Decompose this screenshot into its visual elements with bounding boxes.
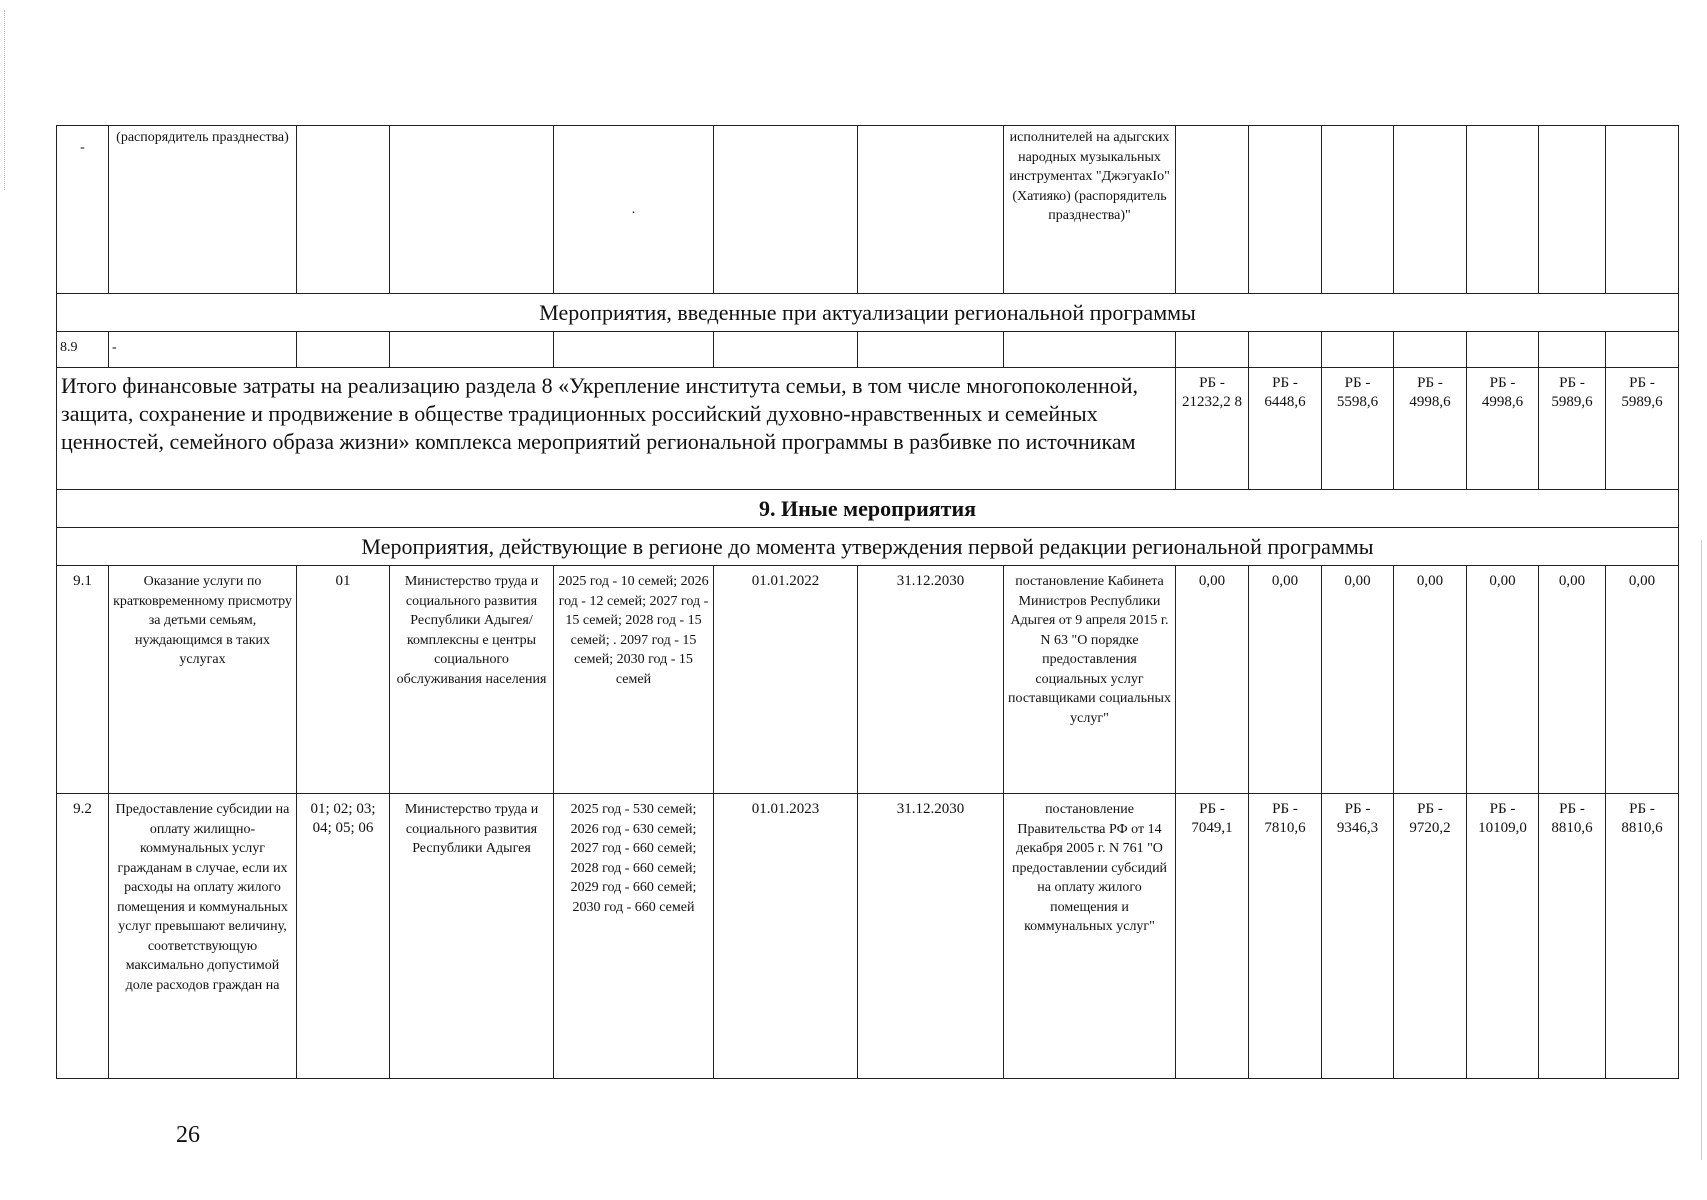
cell-empty: [390, 126, 554, 294]
total-value-2026: РБ - 5598,6: [1322, 368, 1394, 490]
cell-start-date: 01.01.2023: [714, 794, 858, 1079]
total-description: Итого финансовые затраты на реализацию раздела 8 «Укрепление института семьи, в том числе многопоколенной, защита, сохранение и продвижение в обществе традиционных российский духовно-нравственных и семейных ценностей, семейного образа жизни» комплекса мероприятий региональной программы в разбивке по источникам: [57, 368, 1176, 490]
cell-executor: Министерство труда и социального развития Республики Адыгея: [390, 794, 554, 1079]
cell-value: РБ - 9346,3: [1322, 794, 1394, 1079]
cell-empty: [858, 332, 1004, 368]
cell-empty: [858, 126, 1004, 294]
cell-empty: [1606, 332, 1679, 368]
cell-code: 01: [297, 566, 390, 794]
cell-basis: постановление Кабинета Министров Республики Адыгея от 9 апреля 2015 г. N 63 "О порядке предоставления социальных услуг поставщиками социальных услуг": [1004, 566, 1176, 794]
cell-indicators: 2025 год - 530 семей; 2026 год - 630 семей; 2027 год - 660 семей; 2028 год - 660 семей; 2029 год - 660 семей; 2030 год - 660 семей: [554, 794, 714, 1079]
table-row-9-2: [57, 794, 1679, 1079]
cell-basis: исполнителей на адыгских народных музыкальных инструментах "ДжэгуакIо" (Хатияко) (распорядитель празднества)": [1004, 126, 1176, 294]
page-number: 26: [176, 1122, 200, 1148]
cell-empty: [1394, 126, 1467, 294]
section-updated-title: Мероприятия, введенные при актуализации региональной программы: [57, 294, 1679, 332]
cell-empty: [297, 332, 390, 368]
section-header-row: [57, 490, 1679, 528]
section-header-row: [57, 294, 1679, 332]
section-header-row: [57, 528, 1679, 566]
total-value-2030: РБ - 5989,6: [1606, 368, 1679, 490]
cell-value: 0,00: [1322, 566, 1394, 794]
cell-num: 9.1: [57, 566, 109, 794]
cell-value: 0,00: [1176, 566, 1249, 794]
cell-empty: [1467, 126, 1539, 294]
cell-empty: [1467, 332, 1539, 368]
cell-num: 9.2: [57, 794, 109, 1079]
cell-basis: постановление Правительства РФ от 14 декабря 2005 г. N 761 "О предоставлении субсидий на оплату жилого помещения и коммунальных услуг": [1004, 794, 1176, 1079]
total-value-2025: РБ - 6448,6: [1249, 368, 1322, 490]
cell-empty: [714, 332, 858, 368]
cell-start-date: 01.01.2022: [714, 566, 858, 794]
cell-num: -: [57, 126, 109, 294]
section9-subtitle: Мероприятия, действующие в регионе до момента утверждения первой редакции региональной программы: [57, 528, 1679, 566]
cell-empty: [1004, 332, 1176, 368]
cell-empty: [390, 332, 554, 368]
cell-value: РБ - 8810,6: [1539, 794, 1606, 1079]
cell-empty: [554, 332, 714, 368]
cell-value: 0,00: [1394, 566, 1467, 794]
cell-empty: [1322, 126, 1394, 294]
total-value-2024: РБ - 21232,2 8: [1176, 368, 1249, 490]
table-row-8-9: [57, 332, 1679, 368]
cell-end-date: 31.12.2030: [858, 794, 1004, 1079]
cell-empty: [297, 126, 390, 294]
scan-margin-mark: [4, 10, 7, 190]
cell-value: РБ - 9720,2: [1394, 794, 1467, 1079]
cell-empty: [1249, 126, 1322, 294]
cell-empty: [1394, 332, 1467, 368]
cell-name: (распорядитель празднества): [109, 126, 297, 294]
table-row-9-1: [57, 566, 1679, 794]
cell-empty: [1249, 332, 1322, 368]
cell-indicators: 2025 год - 10 семей; 2026 год - 12 семей; 2027 год - 15 семей; 2028 год - 15 семей; . 2097 год - 15 семей; 2030 год - 15 семей: [554, 566, 714, 794]
cell-end-date: 31.12.2030: [858, 566, 1004, 794]
cell-value: 0,00: [1606, 566, 1679, 794]
cell-value: РБ - 10109,0: [1467, 794, 1539, 1079]
total-value-2027: РБ - 4998,6: [1394, 368, 1467, 490]
cell-value: РБ - 7810,6: [1249, 794, 1322, 1079]
cell-value: РБ - 7049,1: [1176, 794, 1249, 1079]
cell-value: РБ - 8810,6: [1606, 794, 1679, 1079]
cell-empty: [1176, 332, 1249, 368]
total-value-2029: РБ - 5989,6: [1539, 368, 1606, 490]
cell-num: 8.9: [57, 332, 109, 368]
cell-name: Предоставление субсидии на оплату жилищно-коммунальных услуг гражданам в случае, если их расходы на оплату жилого помещения и коммунальных услуг превышают величину, соответствующую максимально допустимой доле расходов граждан на: [109, 794, 297, 1079]
cell-empty: [1539, 332, 1606, 368]
cell-value: 0,00: [1467, 566, 1539, 794]
cell-name: -: [109, 332, 297, 368]
cell-empty: [1322, 332, 1394, 368]
total-row: [57, 368, 1679, 490]
cell-empty: [1176, 126, 1249, 294]
cell-empty: [1539, 126, 1606, 294]
cell-dot: .: [554, 126, 714, 294]
cell-empty: [1606, 126, 1679, 294]
cell-value: 0,00: [1539, 566, 1606, 794]
cell-executor: Министерство труда и социального развития Республики Адыгея/комплексны е центры социального обслуживания населения: [390, 566, 554, 794]
scan-edge-line: [1701, 540, 1703, 1160]
cell-empty: [714, 126, 858, 294]
total-value-2028: РБ - 4998,6: [1467, 368, 1539, 490]
section9-title: 9. Иные мероприятия: [57, 490, 1679, 528]
cell-name: Оказание услуги по кратковременному присмотру за детьми семьям, нуждающимся в таких услугах: [109, 566, 297, 794]
table-row-continuation: [57, 126, 1679, 294]
cell-value: 0,00: [1249, 566, 1322, 794]
cell-code: 01; 02; 03; 04; 05; 06: [297, 794, 390, 1079]
program-measures-table: [56, 125, 1679, 1079]
